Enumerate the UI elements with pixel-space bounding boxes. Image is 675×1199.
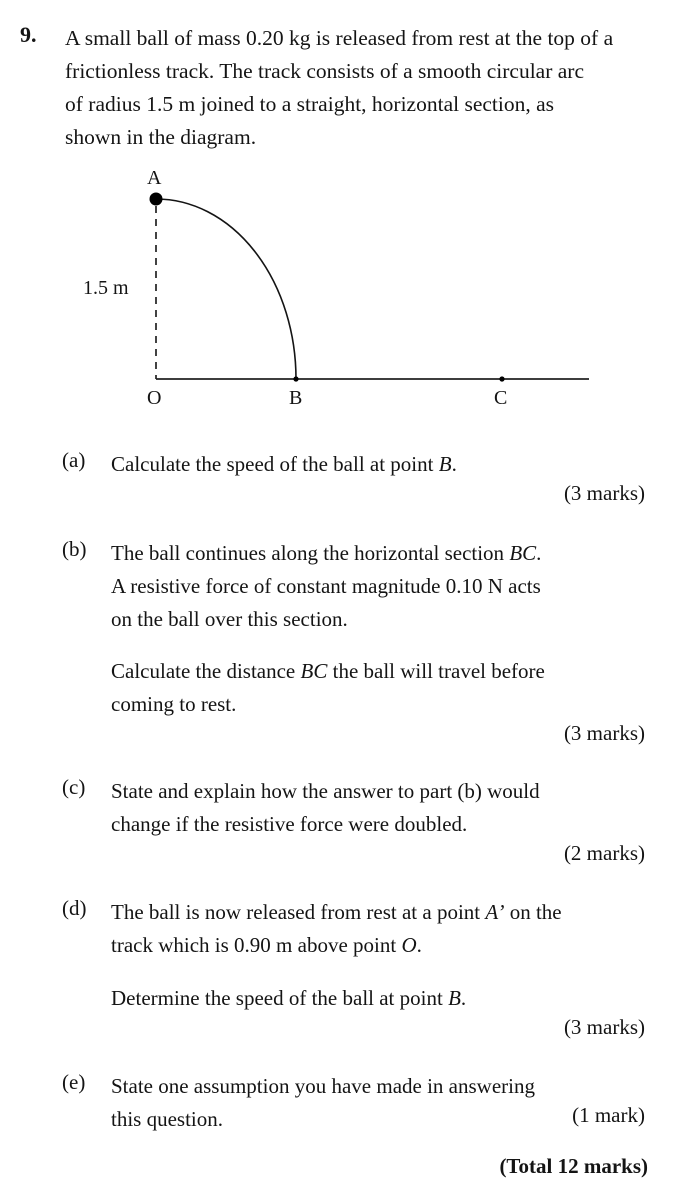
- part-d-marks: (3 marks): [563, 1015, 645, 1039]
- stem-line: shown in the diagram.: [65, 125, 257, 149]
- text-span: .: [416, 933, 422, 957]
- text-line: State and explain how the answer to part (b) would: [111, 779, 540, 803]
- part-b-marks: (3 marks): [563, 721, 645, 745]
- text-line: coming to rest.: [111, 692, 237, 716]
- point-c-marker: [499, 376, 504, 381]
- text-span: track which is 0.90 m above point: [111, 933, 402, 957]
- text-span: .: [536, 541, 542, 565]
- point-b-marker: [293, 376, 298, 381]
- part-e-label: (e): [62, 1070, 86, 1094]
- text-span: Calculate the distance: [111, 659, 301, 683]
- stem-line: of radius 1.5 m joined to a straight, horizontal section, as: [65, 92, 555, 116]
- question-stem: [65, 22, 613, 154]
- part-c-label: (c): [62, 775, 86, 799]
- part-b-text: [111, 537, 541, 636]
- part-b-task: [111, 655, 545, 721]
- text-line: this question.: [111, 1107, 224, 1131]
- label-o: O: [147, 387, 162, 409]
- italic-point: B: [448, 986, 461, 1010]
- part-e-text: [111, 1070, 535, 1136]
- stem-line: A small ball of mass 0.20 kg is released from rest at the top of a: [65, 26, 614, 50]
- part-c-marks: (2 marks): [563, 841, 645, 865]
- label-b: B: [289, 387, 303, 409]
- text-line: on the ball over this section.: [111, 607, 348, 631]
- part-d-label: (d): [62, 896, 87, 920]
- text-line: State one assumption you have made in answering: [111, 1074, 535, 1098]
- total-marks: (Total 12 marks): [499, 1154, 648, 1178]
- label-c: C: [494, 387, 508, 409]
- part-e-marks: (1 mark): [572, 1103, 645, 1127]
- text-span: on the: [504, 900, 562, 924]
- text-span: the ball will travel before: [327, 659, 545, 683]
- part-d-task: [111, 982, 466, 1015]
- label-a: A: [147, 167, 162, 189]
- italic-point: O: [401, 933, 417, 957]
- part-a-label: (a): [62, 448, 86, 472]
- italic-section: BC: [509, 541, 537, 565]
- stem-line: frictionless track. The track consists of a smooth circular arc: [65, 59, 585, 83]
- italic-point: B: [438, 452, 452, 476]
- question-number: 9.: [20, 22, 37, 47]
- part-b-label: (b): [62, 537, 87, 561]
- italic-point: A’: [485, 900, 505, 924]
- part-d-text: [111, 896, 562, 962]
- text-span: The ball continues along the horizontal section: [111, 541, 510, 565]
- text-line: change if the resistive force were doubled.: [111, 812, 468, 836]
- part-a-text: [111, 448, 457, 481]
- part-a-marks: (3 marks): [563, 481, 645, 505]
- circular-arc-track: [156, 199, 296, 379]
- text-span: Calculate the speed of the ball at point: [111, 452, 439, 476]
- text-span: Determine the speed of the ball at point: [111, 986, 449, 1010]
- text-span: .: [460, 986, 467, 1010]
- text-span: .: [451, 452, 457, 476]
- label-radius: 1.5 m: [83, 277, 129, 299]
- text-line: A resistive force of constant magnitude 0.10 N acts: [111, 574, 541, 598]
- part-c-text: [111, 775, 540, 841]
- text-span: The ball is now released from rest at a point: [111, 900, 486, 924]
- italic-section: BC: [300, 659, 328, 683]
- ball-icon: [150, 193, 163, 206]
